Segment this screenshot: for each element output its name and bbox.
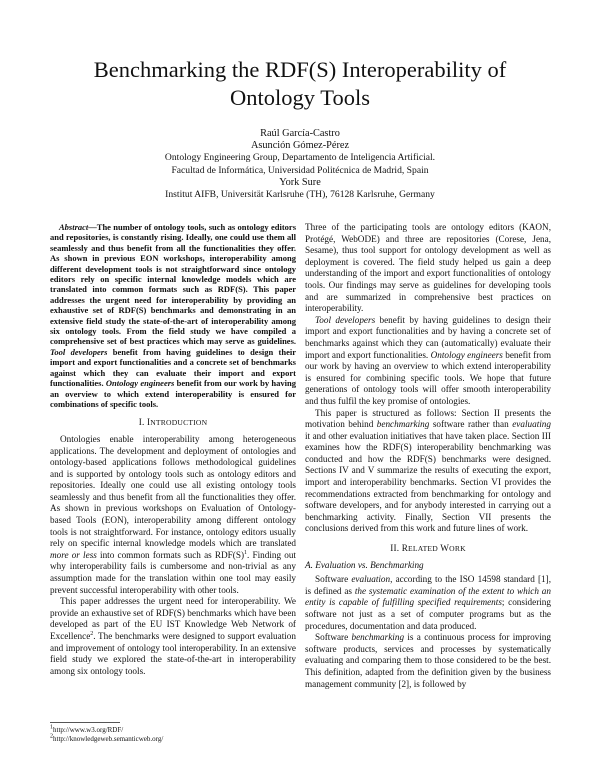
intro-more-or-less: more or less	[50, 549, 97, 560]
footnotes	[50, 722, 296, 744]
eval-p1-b: , according to the ISO 14598 standard [1], is defined as	[305, 574, 552, 596]
bench-p1-b: is a continuous process for improving software products, services and processes by systematically evaluating and comparing them to those considered to be the best. This definition, adapted from the definition given by the business management community [2], is followed by	[305, 632, 551, 689]
right-p3-a: This paper is structured as follows: Section II presents the motivation behind	[305, 407, 551, 430]
right-column	[305, 222, 551, 690]
footnote-2-url[interactable]: http://knowledgeweb.semanticweb.org/	[53, 735, 164, 743]
footnote-1-label: 1	[50, 724, 53, 731]
eval-word: evaluation	[351, 574, 391, 585]
right-benchmarking: benchmarking	[376, 419, 430, 430]
section-2-w: W	[440, 543, 450, 554]
intro-p1-c: . Finding out why interoperability fails is cumbersome and non-trivial as any assumption made for the translation within one tool may easily prevent successful interoperability with other tools.	[50, 549, 296, 595]
eval-p1-c: ; considering software not just as a set of computer programs but as the procedures, documentation and data produced.	[305, 597, 551, 631]
right-ontology-engineers: Ontology engineers	[430, 349, 503, 360]
author-2: Asunción Gómez-Pérez	[250, 140, 350, 152]
author-block	[60, 128, 540, 201]
intro-paragraph-1	[50, 434, 296, 596]
intro-p2-a: This paper addresses the urgent need for interoperability. We provide an exhaustive set of RDF(S) benchmarks which have been developed as part of the EU IST Knowledge Web Network of Excellence	[50, 596, 296, 641]
section-1-rest: NTRODUCTION	[150, 418, 208, 428]
abstract-tool-developers: Tool developers	[50, 346, 108, 357]
footnote-2-mark: 2	[90, 630, 94, 637]
abstract-part-2: benefit from having guidelines to design their import and export functionalities and a concrete set of benchmarks against which they can evaluate their import and export functionalities.	[50, 346, 296, 389]
bench-p1-a: Software	[315, 632, 352, 643]
footnote-rule	[50, 722, 120, 723]
section-1-number: I.	[138, 417, 145, 428]
paper-title	[50, 56, 550, 112]
author-3: York Sure	[279, 176, 321, 188]
subsection-heading-a: A. Evaluation vs. Benchmarking	[305, 559, 424, 570]
section-2-elated: ELATED	[408, 544, 438, 554]
right-paragraph-3	[305, 408, 551, 536]
section-2-number: II.	[390, 543, 400, 554]
section-heading-introduction	[50, 417, 296, 429]
affiliation-2: Institut AIFB, Universität Karlsruhe (TH), 76128 Karlsruhe, Germany	[165, 189, 435, 201]
affiliation-1a: Ontology Engineering Group, Departamento de Inteligencia Artificial.	[164, 152, 436, 164]
eval-p1-a: Software	[315, 574, 352, 585]
right-paragraph-1: Three of the participating tools are ontology editors (KAON, Protégé, WebODE) and three are repositories (Corese, Jena, Sesame), thus tool support for ontology development as well as deployment is covered. The field study helped us gain a deep understanding of the import and export functionalities of ontology tools. Our findings may serve as guidelines for developing tools and are summarized in comprehensive best practices on interoperability.	[305, 222, 551, 314]
section-2-r: R	[401, 543, 409, 554]
abstract-part-3: benefit from our work by having an overview to which extend interoperability is ensured for combinations of specific tools.	[50, 378, 296, 409]
right-paragraph-2	[305, 315, 551, 408]
abstract-ontology-engineers: Ontology engineers	[105, 378, 175, 389]
intro-paragraph-2	[50, 596, 296, 677]
title-line-1: Benchmarking the RDF(S) Interoperability of	[93, 57, 507, 82]
abstract-lead: Abstract	[59, 222, 89, 232]
footnote-1-mark: 1	[244, 549, 247, 556]
section-heading-related-work	[305, 543, 551, 555]
footnote-2	[50, 735, 296, 744]
affiliation-1b: Facultad de Informática, Universidad Politécnica de Madrid, Spain	[171, 164, 429, 176]
abstract-part-1: —The number of ontology tools, such as ontology editors and repositories, is constantly rising. Ideally, one could use them all seamlessly and thus benefit from all the functionalities they offer. As shown in previous EON workshops, interoperability among different development tools is not straightforward since ontology editors rely on specific internal knowledge models which are translated into common formats such as RDF(S). This paper addresses the urgent need for interoperability by providing an exhaustive set of RDF(S) benchmarks and demonstrating in an extensive field study the state-of-the-art of interoperability among six ontology tools. From the field study we have compiled a comprehensive set of best practices which may serve as guidelines.	[50, 222, 296, 347]
author-1: Raúl García-Castro	[260, 128, 340, 139]
footnote-1-url[interactable]: http://www.w3.org/RDF/	[53, 726, 124, 734]
eval-definition: the systematic examination of the extent to which an entity is capable of fulfilling specified requirements	[305, 585, 551, 608]
intro-p1-a: Ontologies enable interoperability among heterogeneous applications. The development and deployment of ontologies and ontology-based applications follows methodological guidelines and is supported by ontology tools such as ontology editors and repositories. Ideally one could use all existing ontology tools seamlessly and thus benefit from all the functionalities they offer. As shown in previous workshops on Evaluation of Ontology-based Tools (EON), interoperability among different ontology tools is not straightforward. For instance, ontology editors usually rely on specific internal knowledge models which are translated	[50, 433, 296, 549]
bench-word: benchmarking	[351, 632, 405, 643]
section-2-ork: ORK	[449, 544, 466, 554]
right-p3-b: software rather than	[429, 419, 513, 430]
right-p2-a: benefit by having guidelines to design their import and export functionalities and by having a concrete set of benchmarks against which they can (automatically) evaluate their import and export functionalities.	[305, 314, 551, 360]
intro-p1-b: into common formats such as RDF(S)	[96, 549, 244, 560]
footnote-2-label: 2	[50, 733, 53, 740]
section-1-first-letter: I	[146, 417, 151, 428]
abstract	[50, 222, 296, 409]
right-p3-c: it and other evaluation initiatives that have taken place. Section III examines how the RDF(S) interoperability benchmarking was conducted and how the RDF(S) benchmarks were designed. Sections IV and V summarize the results of executing the export, import and interoperability benchmarks. Section VI provides the recommendations extracted from benchmarking for ontology and software developers, and for anybody interested in carrying out a benchmarking activity. Finally, Section VII presents the conclusions derived from this work and future lines of work.	[305, 430, 551, 534]
benchmarking-paragraph	[305, 632, 551, 690]
right-tool-developers: Tool developers	[315, 314, 376, 325]
evaluation-paragraph	[305, 574, 551, 632]
right-p2-b: benefit from our work by having an overview to which extend interoperability is ensured for combining specific tools. We hope that future generations of ontology tools will offer smooth interoperability and thus fulfil the key promise of ontologies.	[305, 349, 552, 406]
right-evaluating: evaluating	[512, 419, 551, 430]
footnote-1	[50, 726, 296, 735]
title-line-2: Ontology Tools	[230, 85, 370, 110]
left-column	[50, 222, 296, 677]
intro-p2-b: . The benchmarks were designed to support evaluation and improvement of ontology tool interoperability. In an extensive field study we explored the state-of-the-art in interoperability among six ontology tools.	[50, 631, 296, 676]
